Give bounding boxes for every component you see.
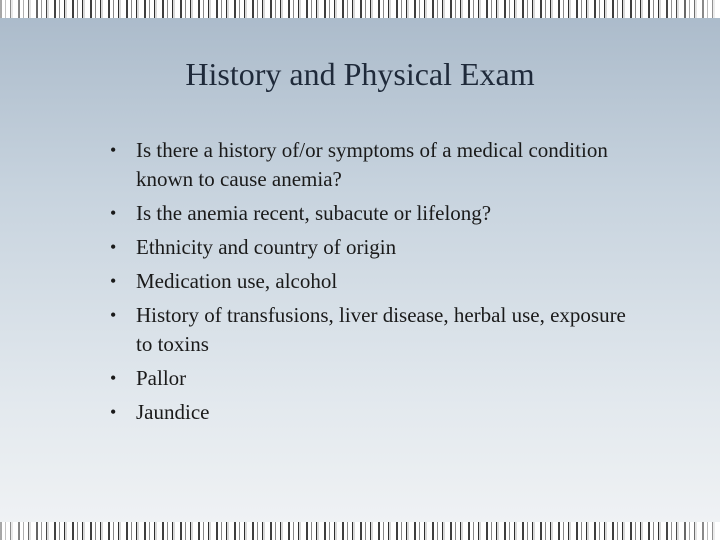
bullet-icon: • — [110, 237, 117, 257]
bullet-text: History of transfusions, liver disease, herbal use, exposure to toxins — [136, 303, 626, 356]
bullet-icon: • — [110, 305, 117, 325]
bottom-stripe-fade — [0, 522, 720, 540]
slide-title: History and Physical Exam — [185, 56, 535, 92]
bullet-item — [108, 233, 628, 262]
bullet-item — [108, 364, 628, 393]
bullet-text: Ethnicity and country of origin — [136, 235, 397, 259]
bullet-text: Is there a history of/or symptoms of a medical condition known to cause anemia? — [136, 138, 608, 191]
bullet-text: Medication use, alcohol — [136, 269, 338, 293]
bullet-item — [108, 301, 628, 359]
bullet-item — [108, 398, 628, 427]
top-stripe-fade — [0, 0, 720, 18]
bullet-icon: • — [110, 140, 117, 160]
bullet-icon: • — [110, 368, 117, 388]
bullet-text: Is the anemia recent, subacute or lifelong? — [136, 201, 492, 225]
bullet-text: Pallor — [136, 366, 187, 390]
bullet-item — [108, 267, 628, 296]
bullet-list — [108, 136, 628, 432]
bullet-text: Jaundice — [136, 400, 210, 424]
bullet-icon: • — [110, 271, 117, 291]
bullet-item — [108, 199, 628, 228]
bullet-icon: • — [110, 402, 117, 422]
bullet-item — [108, 136, 628, 194]
bullet-icon: • — [110, 203, 117, 223]
